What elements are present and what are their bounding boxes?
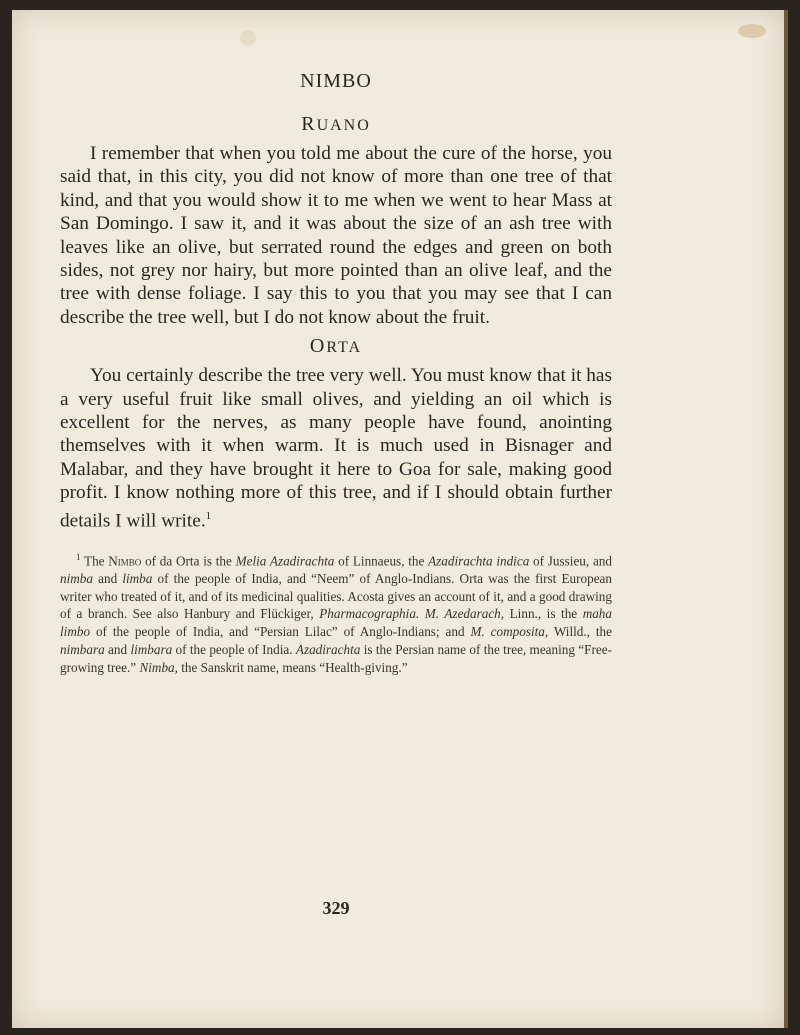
paper-stain [240, 30, 256, 46]
speaker-name-rest: UANO [316, 117, 371, 134]
dialogue-paragraph [60, 364, 612, 532]
dialogue-paragraph: I remember that when you told me about the cure of the horse, you said that, in this city, you did not know of more than one tree of that kind, and that you would show it to me when we went to hear Mass at San Domingo. I saw it, and it was about the size of an ash tree with leaves like an olive, but serrated round the edges and green on both sides, not grey nor hairy, but more pointed than an olive leaf, and the tree with dense foliage. I say this to you that you may see that I can describe the tree well, but I do not know about the fruit. [60, 143, 612, 328]
footnote-italic: M. composita, [470, 624, 549, 640]
footnote-text: of the people of India, and “Persian Lilac” of Anglo-Indians; and [90, 624, 471, 640]
footnote-italic: limba [122, 570, 153, 586]
footnote-italic: M. Azedarach, [424, 606, 505, 622]
book-page [12, 10, 788, 1028]
page-number: 329 [322, 898, 350, 918]
speaker-heading [60, 113, 612, 136]
footnote-italic: Nimba, [139, 659, 178, 675]
footnote-text: Linn., is the [504, 606, 583, 622]
speaker-name-rest: RTA [326, 339, 363, 357]
paragraph-text: You certainly describe the tree very well. You must know that it has a very useful fruit like small olives, and yielding an oil which is excellent for the nerves, as many people have found, anointing themselves with it when warm. It is much used in Bisnager and Malabar, and they have brought it here to Goa for sale, making good profit. I know nothing more of this tree, and if I should obtain further details I will write. [60, 365, 612, 532]
footnote-text: of da Orta is the [141, 552, 236, 568]
footnote-text: and [104, 641, 131, 657]
chapter-title: NIMBO [300, 70, 372, 92]
footnote-italic: nimba [60, 570, 93, 586]
footnote-text: of Linnaeus, the [334, 552, 429, 568]
footnote-text: the Sanskrit name, means “Health-giving.” [177, 659, 408, 675]
footnote-italic: nimbara [60, 641, 105, 657]
footnote-number: 1 [76, 551, 81, 562]
footnote-text: is the Persian name of the tree, meaning “Free-growing tree.” [60, 641, 612, 675]
footnote-text: of the people of India, and “Neem” of Anglo-Indians. Orta was the first European writer who treated of it, and of its medicinal qualities. Acosta gives an account of it, and a good drawing of a branch. See also Hanbury and Flückiger, [60, 570, 612, 622]
paper-stain [738, 24, 766, 38]
footnote-text: Willd., the [548, 624, 612, 640]
text-block [60, 70, 612, 690]
footnote-text: The [84, 552, 109, 568]
footnote-smallcaps: Nimbo [108, 552, 142, 568]
footnote-italic: maha limbo [60, 606, 612, 640]
footnote-marker: 1 [205, 509, 212, 522]
footnote-italic: Azadirachta indica [428, 552, 530, 568]
footnote-italic: Azadirachta [295, 641, 361, 657]
footnote-italic: Melia Azadirachta [235, 552, 335, 568]
footnote [60, 549, 612, 677]
speaker-initial: R [301, 113, 317, 135]
footnote-text: and [92, 570, 123, 586]
speaker-initial: O [309, 335, 327, 358]
footnote-text: of the people of India. [172, 641, 296, 657]
footnote-italic: limbara [130, 641, 173, 657]
footnote-text: of Jussieu, and [529, 552, 612, 568]
speaker-heading [60, 335, 612, 358]
footnote-italic: Pharmacographia. [319, 606, 420, 622]
